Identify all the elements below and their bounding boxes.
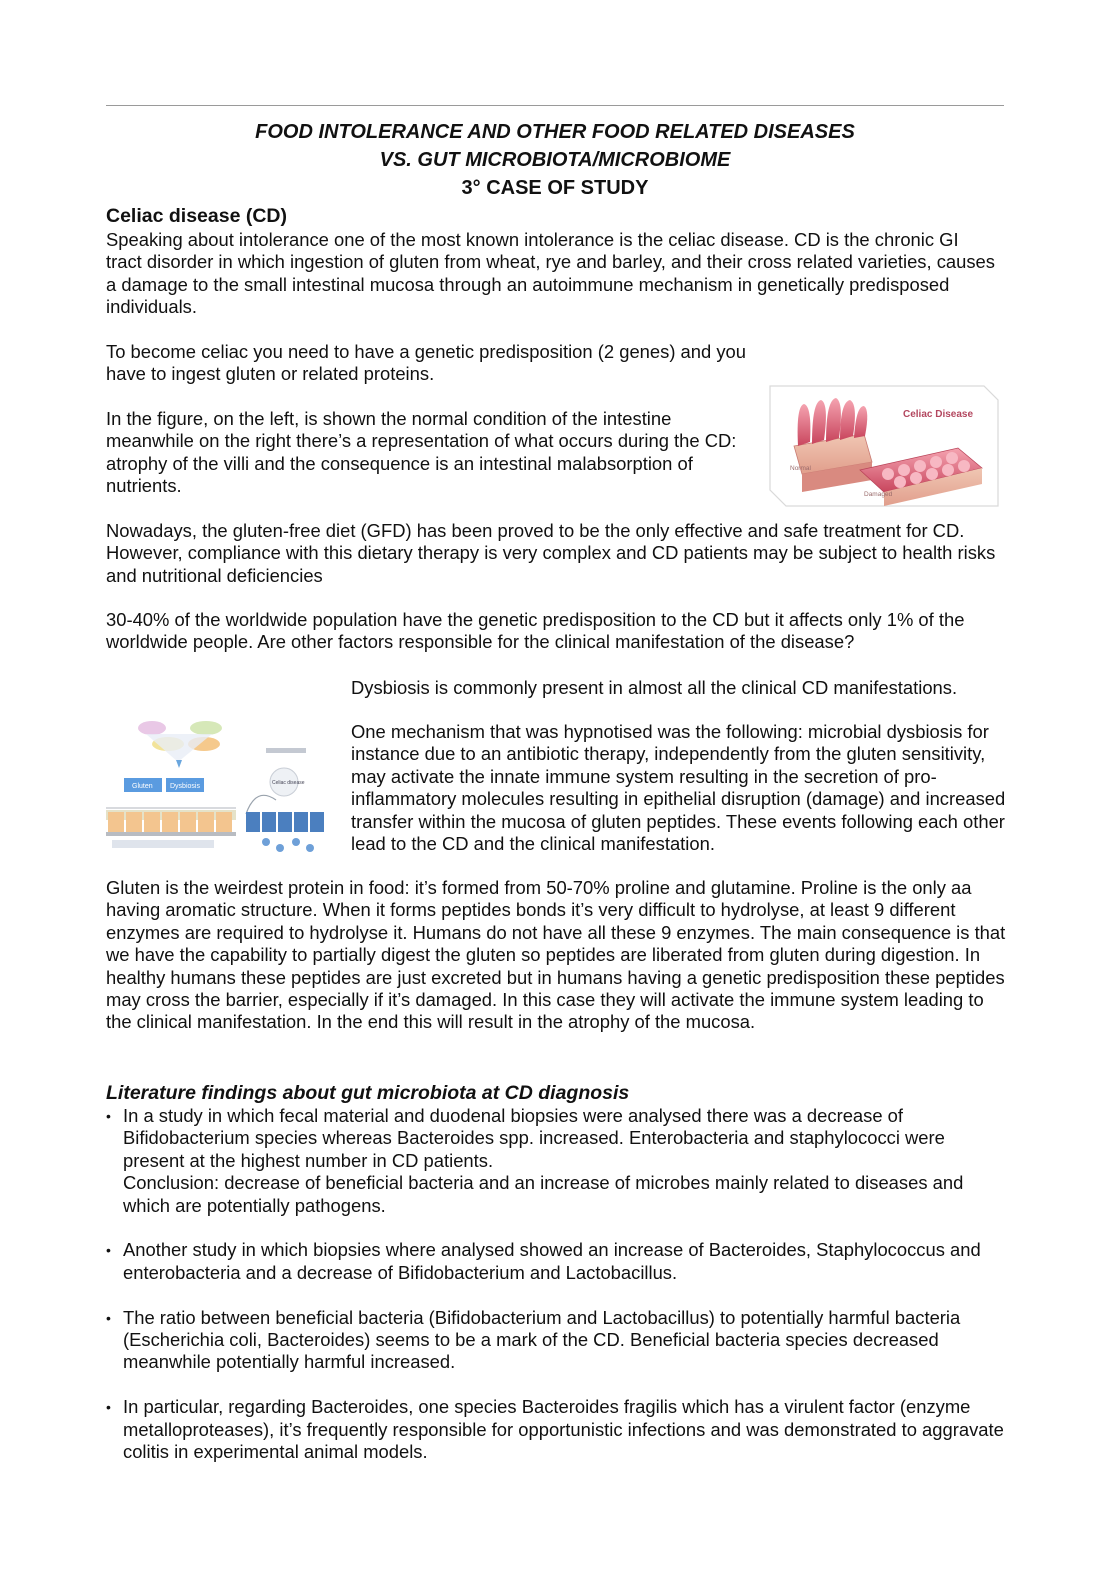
epithelial-cells-normal <box>108 812 232 834</box>
list-item: • The ratio between beneficial bacteria (Bifidobacterium and Lactobacillus) to potentially harmful bacteria (Escherichia coli, Bacteroides) seems to be a mark of the CD. Beneficial bacteria species decreased meanwhile potentially harmful increased. <box>106 1307 1006 1374</box>
figure-damaged-label: Damaged <box>864 491 893 498</box>
figure-dysbiosis-label: Dysbiosis <box>170 783 200 790</box>
dysbiosis-mechanism-figure <box>106 714 334 856</box>
literature-findings-list <box>106 1105 1006 1486</box>
paragraph-gluten: Gluten is the weirdest protein in food: it’s formed from 50-70% proline and glutamine. Proline is the only aa having aromatic structure. When it forms peptides bonds it’s very difficult to hydrolyse, at least 9 different enzymes are required to hydrolyse it. Humans do not have all these 9 enzymes. The main consequence is that we have the capability to partially digest the gluten so peptides are liberated from gluten during digestion. In healthy humans these peptides are just excreted but in humans having a genetic predisposition these peptides may cross the barrier, especially if it’s damaged. In this case they will activate the immune system leading to the clinical manifestation. In the end this will result in the atrophy of the mucosa. <box>106 877 1006 1033</box>
figure-normal-label: Normal <box>790 465 811 472</box>
title-line-1: FOOD INTOLERANCE AND OTHER FOOD RELATED DISEASES <box>255 121 855 143</box>
figure-gluten-label: Gluten <box>132 783 153 790</box>
figure-title: Celiac Disease <box>903 409 974 420</box>
title-line-2: VS. GUT MICROBIOTA/MICROBIOME <box>379 149 731 171</box>
paragraph-gfd: Nowadays, the gluten-free diet (GFD) has been proved to be the only effective and safe treatment for CD. However, compliance with this dietary therapy is very complex and CD patients may be subject to health risks and nutritional deficiencies <box>106 520 996 586</box>
document-title <box>106 118 1004 202</box>
paragraph-mechanism: One mechanism that was hypnotised was the following: microbial dysbiosis for instance due to an antibiotic therapy, independently from the gluten sensitivity, may activate the innate immune system resulting in the secretion of pro-inflammatory molecules resulting in epithelial disruption (damage) and increased transfer within the mucosa of gluten peptides. These events following each other lead to the CD and the clinical manifestation. <box>351 721 1006 855</box>
celiac-disease-figure <box>768 384 1000 508</box>
paragraph-intro: Speaking about intolerance one of the most known intolerance is the celiac disease. CD is the chronic GI tract disorder in which ingestion of gluten from wheat, rye and barley, and their cross related varieties, causes a damage to the small intestinal mucosa through an autoimmune mechanism in genetically predisposed individuals. <box>106 229 995 318</box>
figure-celiac-label: Celiac disease <box>272 780 305 786</box>
section-heading-celiac: Celiac disease (CD) <box>106 205 287 227</box>
list-item <box>106 1105 1006 1217</box>
bullet-1-conclusion: Conclusion: decrease of beneficial bacteria and an increase of microbes mainly related to diseases and which are potentially pathogens. <box>123 1172 964 1216</box>
paragraph-figure-description: In the figure, on the left, is shown the normal condition of the intestine meanwhile on the right there’s a representation of what occurs during the CD: atrophy of the villi and the consequence is an intestinal malabsorption of nutrients. <box>106 408 737 497</box>
paragraph-dysbiosis: Dysbiosis is commonly present in almost all the clinical CD manifestations. <box>351 677 958 698</box>
list-item: • In particular, regarding Bacteroides, one species Bacteroides fragilis which has a virulent factor (enzyme metalloproteases), it’s frequently responsible for opportunistic infections and was demonstrated to aggravate colitis in experimental animal models. <box>106 1396 1006 1463</box>
normal-villi <box>794 398 872 492</box>
list-item: • Another study in which biopsies where analysed showed an increase of Bacteroides, Staphylococcus and enterobacteria and a decrease of Bifidobacterium and Lactobacillus. <box>106 1239 1006 1284</box>
title-line-3: 3° CASE OF STUDY <box>461 177 649 199</box>
epithelial-cells-damaged <box>246 812 324 832</box>
paragraph-genetic: To become celiac you need to have a genetic predisposition (2 genes) and you have to ingest gluten or related proteins. <box>106 341 746 385</box>
header-rule <box>106 105 1004 106</box>
paragraph-population: 30-40% of the worldwide population have the genetic predisposition to the CD but it affects only 1% of the worldwide people. Are other factors responsible for the clinical manifestation of the disease? <box>106 609 965 653</box>
section-heading-literature: Literature findings about gut microbiota at CD diagnosis <box>106 1082 630 1104</box>
bullet-1-text: In a study in which fecal material and duodenal biopsies were analysed there was a decrease of Bifidobacterium species whereas Bacteroides spp. increased. Enterobacteria and staphylococci were present at the highest number in CD patients. <box>123 1105 945 1171</box>
